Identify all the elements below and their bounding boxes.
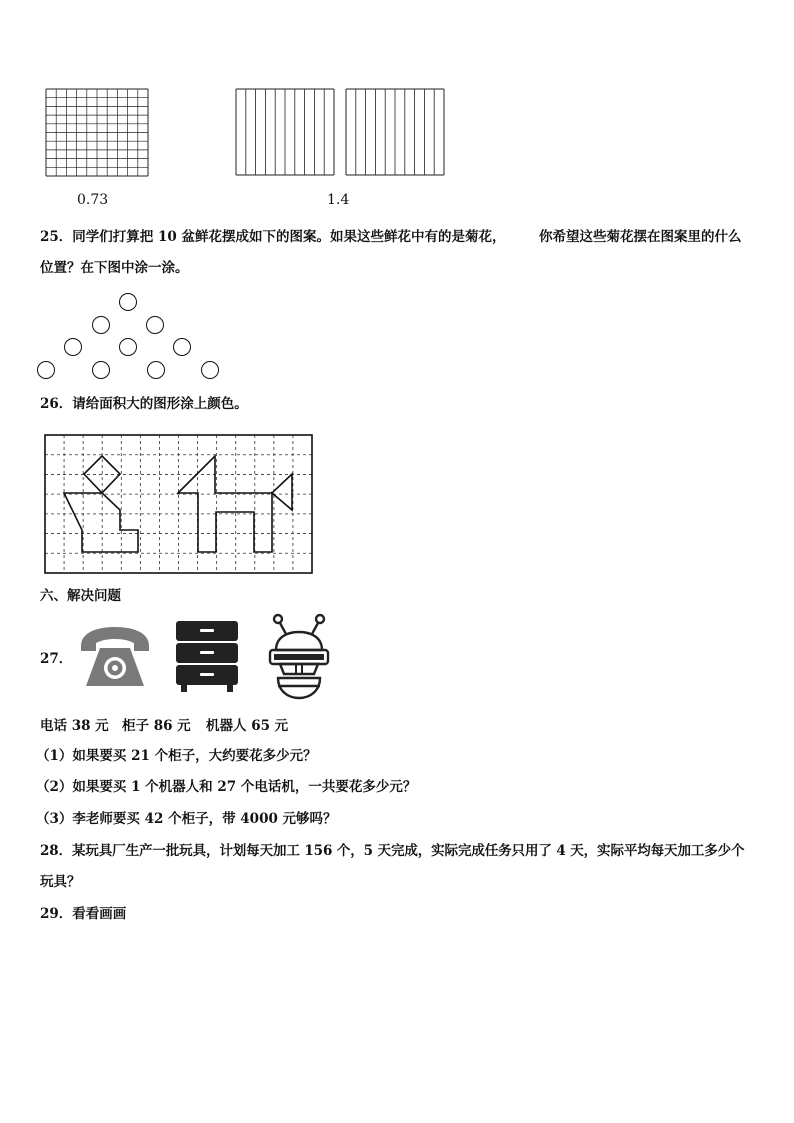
- section-6-title: 六、解决问题: [40, 588, 121, 604]
- price-cabinet: 柜子 86 元: [122, 718, 191, 734]
- shape-left[interactable]: [64, 456, 138, 552]
- question-27-sub1: （1）如果要买 21 个柜子，大约要花多少元？: [36, 748, 317, 764]
- robot-icon: [266, 612, 332, 700]
- question-26: 26．请给面积大的图形涂上颜色。: [40, 396, 248, 412]
- question-25-line2: 位置？在下图中涂一涂。: [40, 260, 189, 276]
- telephone-icon: [78, 626, 152, 690]
- price-robot: 机器人 65 元: [206, 718, 289, 734]
- question-27-sub3: （3）李老师要买 42 个柜子，带 4000 元够吗？: [36, 811, 337, 827]
- question-29: 29．看看画画: [40, 906, 127, 922]
- question-25-line1b: 你希望这些菊花摆在图案里的什么: [539, 229, 742, 245]
- question-27-sub2: （2）如果要买 1 个机器人和 27 个电话机，一共要花多少元？: [36, 779, 417, 795]
- label-073: 0.73: [77, 192, 109, 208]
- cabinet-icon: [176, 621, 238, 693]
- question-25-line1a: 25．同学们打算把 10 盆鲜花摆成如下的图案。如果这些鲜花中有的是菊花，: [40, 229, 506, 245]
- label-14: 1.4: [327, 192, 350, 208]
- question-28-line2: 玩具？: [40, 874, 81, 890]
- question-28-line1: 28．某玩具厂生产一批玩具，计划每天加工 156 个，5 天完成，实际完成任务只用了 4 天，实际平均每天加工多少个: [40, 843, 745, 859]
- shape-right[interactable]: [178, 456, 292, 552]
- price-phone: 电话 38 元: [40, 718, 109, 734]
- question-27-number: 27．: [40, 651, 73, 667]
